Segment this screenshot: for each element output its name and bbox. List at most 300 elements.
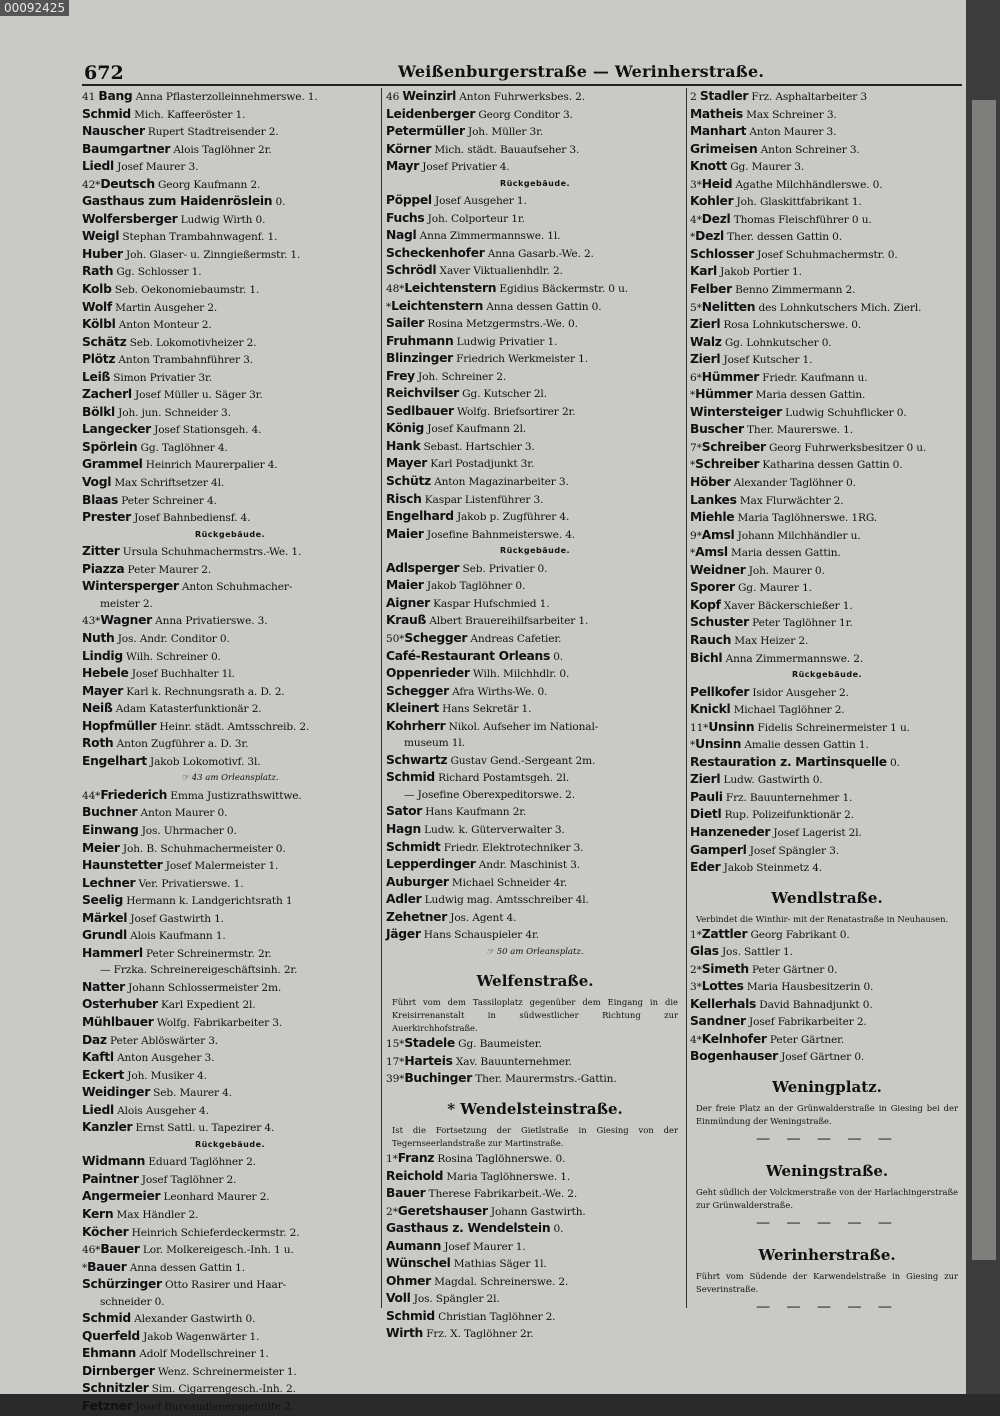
resident-details: Ludw. k. Güterverwalter 3. <box>420 823 565 836</box>
resident-details: Max Händler 2. <box>113 1209 199 1221</box>
resident-details: Anton Maurer 3. <box>746 126 837 139</box>
directory-entry <box>82 1328 378 1346</box>
directory-entry <box>82 822 378 840</box>
directory-entry <box>386 298 684 316</box>
directory-entry <box>82 1119 378 1137</box>
resident-name: Roth <box>82 736 114 751</box>
resident-name: Querfeld <box>82 1328 140 1343</box>
resident-details: Stephan Trambahnwagenf. 1. <box>119 231 278 244</box>
resident-name: Nelitten <box>701 299 756 314</box>
resident-details: Joh. Glaser- u. Zinngießermstr. 1. <box>122 248 301 261</box>
resident-details: Maria Taglöhnerswe. 1RG. <box>734 512 877 525</box>
resident-details: Josef Stationsgeh. 4. <box>150 424 262 437</box>
directory-entry <box>82 176 378 194</box>
resident-name: Prester <box>82 510 131 525</box>
resident-details: David Bahnadjunkt 0. <box>756 998 873 1011</box>
resident-name: Auburger <box>386 874 449 889</box>
column-divider <box>381 88 382 1308</box>
resident-name: Schmid <box>386 770 435 785</box>
resident-name: Dirnberger <box>82 1363 155 1378</box>
resident-details: Joh. jun. Schneider 3. <box>114 406 231 419</box>
directory-entry <box>82 193 378 211</box>
directory-entry <box>386 350 684 368</box>
directory-entry <box>82 979 378 997</box>
resident-details: Seb. Maurer 4. <box>149 1087 232 1100</box>
resident-name: Eder <box>690 860 721 875</box>
resident-name: Hebele <box>82 666 129 681</box>
resident-details: Ludwig mag. Amtsschreiber 4l. <box>421 894 589 907</box>
directory-entry <box>82 1380 378 1398</box>
resident-details: Xaver Bäckerschießer 1. <box>720 599 853 612</box>
resident-details: Josef Privatier 4. <box>419 161 510 174</box>
resident-details: Seb. Privatier 0. <box>459 562 548 575</box>
directory-entry <box>82 857 378 875</box>
resident-name: Zierl <box>690 772 721 787</box>
house-number: * <box>690 739 696 752</box>
directory-entry <box>690 943 964 961</box>
directory-entry <box>82 840 378 858</box>
directory-entry <box>82 787 378 805</box>
resident-name: Sator <box>386 804 423 819</box>
resident-details: Alexander Taglöhner 0. <box>730 477 856 490</box>
house-number: 4* <box>690 1033 702 1046</box>
directory-entry <box>690 404 964 422</box>
directory-entry <box>386 1035 684 1053</box>
resident-details: Wenz. Schreinermeister 1. <box>154 1365 297 1378</box>
resident-name: Nuth <box>82 630 115 645</box>
directory-entry <box>386 280 684 298</box>
resident-details: Andreas Cafetier. <box>467 632 562 645</box>
resident-details: Gg. Taglöhner 4. <box>137 441 228 454</box>
resident-details: Maria dessen Gattin. <box>752 389 866 402</box>
directory-entry <box>82 88 378 106</box>
directory-entry <box>690 439 964 457</box>
resident-details: Jos. Andr. Conditor 0. <box>114 632 230 645</box>
resident-details: Josef Gärtner 0. <box>777 1051 865 1064</box>
resident-details: Ludwig Schuhflicker 0. <box>781 406 907 419</box>
resident-details: Seb. Lokomotivheizer 2. <box>126 336 257 349</box>
resident-name: Hank <box>386 438 421 453</box>
directory-entry <box>82 141 378 159</box>
resident-name: Oppenrieder <box>386 666 470 681</box>
directory-entry <box>690 263 964 281</box>
resident-name: Pauli <box>690 789 723 804</box>
resident-name: Aumann <box>386 1238 442 1253</box>
resident-details: Martin Ausgeher 2. <box>111 301 218 314</box>
house-number: * <box>82 1261 88 1274</box>
resident-details: Mich. städt. Bauaufseher 3. <box>431 143 580 156</box>
directory-entry <box>690 123 964 141</box>
resident-name: Schrödl <box>386 263 437 278</box>
empty-street-marker: — — — — — <box>756 1214 898 1231</box>
resident-details: Joh. Maurer 0. <box>745 564 825 577</box>
column-left <box>82 88 378 1414</box>
street-description: Führt vom Südende der Karwendelstraße in Giesing zur Severinstraße. <box>696 1270 958 1294</box>
directory-entry <box>386 577 684 595</box>
house-number: 17* <box>386 1055 405 1068</box>
directory-entry <box>690 597 964 615</box>
directory-entry <box>386 227 684 245</box>
resident-details: Anna Gasarb.-We. 2. <box>484 247 594 260</box>
resident-details: Josef Ausgeher 1. <box>431 195 527 208</box>
directory-entry <box>386 821 684 839</box>
resident-name: Leidenberger <box>386 106 476 121</box>
resident-details: Ludwig Wirth 0. <box>177 213 266 226</box>
directory-entry <box>690 351 964 369</box>
resident-name: Kern <box>82 1207 114 1221</box>
directory-entry <box>82 804 378 822</box>
directory-entry <box>386 769 684 787</box>
resident-details: Wilh. Schreiner 0. <box>122 650 221 663</box>
directory-entry <box>82 718 378 736</box>
resident-details: Peter Schreinermstr. 2r. <box>142 947 272 960</box>
resident-details: Rosa Lohnkutscherswe. 0. <box>720 319 862 332</box>
directory-entry <box>386 192 684 210</box>
resident-name: Hanzeneder <box>690 824 771 839</box>
directory-entry <box>386 926 684 944</box>
directory-entry <box>690 701 964 719</box>
resident-name: Liedl <box>82 159 114 174</box>
resident-name: Mayer <box>82 683 124 698</box>
resident-details: Magdal. Schreinerswe. 2. <box>430 1275 569 1288</box>
directory-entry <box>690 421 964 439</box>
resident-name: Baumgartner <box>82 141 171 156</box>
directory-entry <box>386 1053 684 1071</box>
resident-name: Schuster <box>690 615 749 630</box>
resident-details: Frz. X. Taglöhner 2r. <box>422 1328 534 1341</box>
resident-details: Ludw. Gastwirth 0. <box>720 774 823 787</box>
resident-name: Körner <box>386 141 432 156</box>
resident-name: Bogenhauser <box>690 1049 778 1064</box>
resident-name: Kaftl <box>82 1050 114 1065</box>
resident-details: 0. <box>272 196 286 209</box>
resident-details: Anna dessen Gattin 1. <box>126 1261 245 1274</box>
resident-details: Hermann k. Landgerichtsrath 1 <box>122 895 293 908</box>
directory-entry <box>386 385 684 403</box>
house-number: 3* <box>690 981 702 994</box>
directory-entry <box>386 1220 684 1238</box>
resident-details: Ther. Maurerswe. 1. <box>743 424 853 437</box>
resident-details: Frz. Asphaltarbeiter 3 <box>748 91 867 103</box>
directory-entry <box>690 246 964 264</box>
resident-name: Kleinert <box>386 701 439 716</box>
directory-entry <box>386 595 684 613</box>
directory-entry <box>82 1032 378 1050</box>
directory-entry <box>690 684 964 702</box>
street-heading: Weningstraße. <box>765 1161 889 1180</box>
resident-name: Bauer <box>87 1259 127 1274</box>
resident-name: Schmidt <box>386 839 441 854</box>
scan-id-label: 00092425 <box>0 0 69 16</box>
resident-details: Maria Taglöhnerswe. 1. <box>443 1170 571 1183</box>
resident-name: Walz <box>690 334 722 349</box>
rear-building-label: Rückgebäude. <box>194 1139 266 1149</box>
directory-entry <box>82 543 378 561</box>
directory-entry <box>690 996 964 1014</box>
resident-name: Nauscher <box>82 124 145 139</box>
directory-entry <box>386 1168 684 1186</box>
resident-name: Grammel <box>82 457 143 472</box>
resident-name: Fuchs <box>386 210 425 225</box>
resident-details: Agathe Milchhändlerswe. 0. <box>732 178 883 191</box>
directory-entry <box>386 1185 684 1203</box>
directory-entry <box>690 141 964 159</box>
house-number: 46* <box>82 1244 101 1257</box>
directory-entry <box>82 474 378 492</box>
resident-name: Schreiber <box>701 439 766 454</box>
directory-entry <box>690 1031 964 1049</box>
house-number: 46 <box>386 91 403 103</box>
directory-entry <box>386 1070 684 1088</box>
street-heading: Weningplatz. <box>772 1077 882 1096</box>
resident-details: Ther. Maurermstrs.-Gattin. <box>471 1073 617 1086</box>
resident-name: Engelhard <box>386 509 454 524</box>
resident-name: Harteis <box>404 1053 453 1068</box>
resident-name: Hagn <box>386 821 421 836</box>
resident-details: Maria dessen Gattin. <box>727 547 841 560</box>
resident-details: Josef Bureaudienersgehülfe 2. <box>132 1401 294 1414</box>
resident-details: Kaspar Listenführer 3. <box>421 493 544 506</box>
directory-entry <box>386 1238 684 1256</box>
resident-details: Benno Zimmermann 2. <box>731 284 856 297</box>
directory-entry <box>690 193 964 211</box>
house-number: * <box>386 300 392 313</box>
directory-entry <box>690 736 964 754</box>
directory-entry <box>82 228 378 246</box>
resident-details: Alois Taglöhner 2r. <box>170 143 272 156</box>
resident-name: Franz <box>397 1150 435 1165</box>
resident-details: Hans Kaufmann 2r. <box>422 806 527 819</box>
resident-name: Weigl <box>82 229 120 244</box>
resident-name: Schätz <box>82 334 127 349</box>
resident-details: Josef Gastwirth 1. <box>127 912 224 925</box>
resident-name: Vogl <box>82 475 112 490</box>
resident-details: Anton Maurer 0. <box>137 807 228 820</box>
resident-details: Georg Fabrikant 0. <box>747 928 850 941</box>
resident-name: Sporer <box>690 580 735 595</box>
resident-name: Lechner <box>82 875 136 890</box>
directory-entry <box>386 262 684 280</box>
resident-name: Schegger <box>404 630 468 645</box>
resident-details: Max Flurwächter 2. <box>736 494 844 507</box>
resident-details: Ursula Schuhmachermstrs.-We. 1. <box>119 546 302 559</box>
resident-name: Dezl <box>695 229 724 244</box>
resident-details: Anton Zugführer a. D. 3r. <box>113 738 249 751</box>
house-number: 1* <box>690 928 702 941</box>
resident-details: Max Schreiner 3. <box>742 108 837 121</box>
resident-details: Lor. Molkereigesch.-Inh. 1 u. <box>139 1244 294 1257</box>
resident-name: Plötz <box>82 352 116 367</box>
rear-building-label: Rückgebäude. <box>499 178 571 188</box>
street-heading: * Wendelsteinstraße. <box>447 1099 623 1118</box>
resident-details: Friedr. Kaufmann u. <box>759 371 868 384</box>
resident-name: Adler <box>386 892 422 907</box>
resident-name: Mayr <box>386 159 420 174</box>
resident-name: Bölkl <box>82 404 115 419</box>
resident-name: Dietl <box>690 807 722 822</box>
resident-name: Mühlbauer <box>82 1014 154 1029</box>
resident-details: 0. <box>886 756 900 769</box>
resident-details: Gg. Baumeister. <box>454 1038 542 1051</box>
resident-details: Ernst Sattl. u. Tapezirer 4. <box>132 1122 275 1135</box>
resident-name: Gasthaus zum Haidenröslein <box>82 194 273 209</box>
resident-name: Seelig <box>82 893 123 908</box>
resident-name: Nagl <box>386 228 417 243</box>
resident-details: Friedrich Werkmeister 1. <box>452 353 588 366</box>
resident-details: Fidelis Schreinermeister 1 u. <box>754 721 910 734</box>
directory-entry <box>386 700 684 718</box>
resident-name: Glas <box>690 944 719 959</box>
directory-entry <box>82 1049 378 1067</box>
resident-details: Johann Milchhändler u. <box>734 529 861 542</box>
resident-name: Heid <box>701 176 733 191</box>
resident-details: Rosina Metzgermstrs.-We. 0. <box>424 318 578 331</box>
resident-name: Schlosser <box>690 246 754 261</box>
resident-details: Gg. Lohnkutscher 0. <box>721 336 832 349</box>
directory-entry <box>82 1363 378 1381</box>
directory-entry <box>386 526 684 544</box>
resident-name: Knott <box>690 159 727 174</box>
resident-details: 0. <box>550 650 564 663</box>
resident-details: Kaspar Hufschmied 1. <box>429 597 550 610</box>
resident-details: Albert Brauereihilfsarbeiter 1. <box>426 615 589 628</box>
directory-entry <box>82 404 378 422</box>
resident-name: Maier <box>386 526 424 541</box>
resident-name: Daz <box>82 1032 107 1047</box>
resident-name: Adlsperger <box>386 560 460 575</box>
resident-name: Huber <box>82 246 123 261</box>
resident-details: Johann Gastwirth. <box>487 1205 586 1218</box>
resident-name: Lepperdinger <box>386 857 476 872</box>
resident-details: Johann Schlossermeister 2m. <box>124 981 282 994</box>
resident-name: Schütz <box>386 474 431 489</box>
resident-name: Stadler <box>699 89 749 103</box>
resident-name: Geretshauser <box>397 1203 488 1218</box>
resident-details: Jakob Wagenwärter 1. <box>139 1330 260 1343</box>
directory-entry <box>386 508 684 526</box>
resident-details: Anton Trambahnführer 3. <box>115 354 253 367</box>
resident-details: Josefine Bahnmeisterswe. 4. <box>423 528 576 541</box>
resident-name: Weidner <box>690 562 746 577</box>
resident-details: Josef Kutscher 1. <box>720 354 813 367</box>
resident-name: Sandner <box>690 1014 746 1029</box>
cross-reference-note: ☞ 50 am Orleansplatz. <box>486 946 584 957</box>
resident-name: Paintner <box>82 1171 139 1186</box>
directory-entry <box>690 228 964 246</box>
resident-name: Buchner <box>82 805 138 820</box>
resident-details: Anton Fuhrwerksbes. 2. <box>456 91 585 103</box>
directory-entry <box>690 509 964 527</box>
directory-entry <box>386 473 684 491</box>
resident-name: Aigner <box>386 595 430 610</box>
resident-details: Joh. Schreiner 2. <box>414 370 507 383</box>
directory-entry <box>82 456 378 474</box>
resident-name: Zierl <box>690 317 721 332</box>
resident-details: Leonhard Maurer 2. <box>160 1191 270 1204</box>
directory-entry <box>690 88 964 106</box>
resident-details: Josef Taglöhner 2. <box>138 1173 237 1186</box>
house-number: 43* <box>82 615 101 628</box>
resident-name: Wolfersberger <box>82 211 178 226</box>
resident-name: Hümmer <box>695 387 753 402</box>
resident-details: Josef Lagerist 2l. <box>770 826 862 839</box>
resident-name: Wünschel <box>386 1256 451 1271</box>
directory-entry <box>82 316 378 334</box>
directory-entry <box>82 648 378 666</box>
directory-entry <box>82 1102 378 1120</box>
resident-name: Ehmann <box>82 1346 136 1361</box>
directory-entry <box>690 961 964 979</box>
header-rule <box>82 84 962 86</box>
directory-entry <box>386 891 684 909</box>
house-number: * <box>690 389 696 402</box>
resident-details: Joh. Musiker 4. <box>124 1069 207 1082</box>
directory-entry <box>386 648 684 666</box>
house-number: 3* <box>690 178 702 191</box>
resident-name: Sedlbauer <box>386 403 454 418</box>
resident-name: Unsinn <box>695 737 742 752</box>
house-number: 2* <box>386 1205 398 1218</box>
resident-name: Wirth <box>386 1326 423 1341</box>
directory-entry <box>82 665 378 683</box>
entry-continuation: — Frzka. Schreinereigeschäftsinh. 2r. <box>100 964 298 977</box>
resident-details: Joh. B. Schuhmachermeister 0. <box>119 842 286 855</box>
directory-entry <box>82 123 378 141</box>
directory-entry <box>690 1048 964 1066</box>
resident-details: Sebast. Hartschier 3. <box>420 440 535 453</box>
resident-details: Josef Fabrikarbeiter 2. <box>745 1016 867 1029</box>
resident-details: Isidor Ausgeher 2. <box>749 686 849 699</box>
directory-entry <box>82 910 378 928</box>
resident-details: Gg. Maurer 1. <box>734 582 812 595</box>
resident-name: Wagner <box>100 613 152 628</box>
resident-details: Peter Maurer 2. <box>124 563 212 576</box>
resident-details: Sim. Cigarrengesch.-Inh. 2. <box>148 1383 296 1396</box>
directory-entry <box>82 281 378 299</box>
resident-details: Georg Fuhrwerksbesitzer 0 u. <box>765 441 927 454</box>
directory-entry <box>386 106 684 124</box>
directory-entry <box>386 455 684 473</box>
directory-entry <box>690 926 964 944</box>
resident-name: Einwang <box>82 822 139 837</box>
resident-details: Jakob Lokomotivf. 3l. <box>146 755 261 768</box>
directory-entry <box>386 909 684 927</box>
directory-entry <box>82 700 378 718</box>
resident-details: Andr. Maschinist 3. <box>475 859 580 872</box>
directory-entry <box>82 561 378 579</box>
resident-name: Manhart <box>690 124 747 139</box>
resident-details: Max Schriftsetzer 4l. <box>111 477 225 490</box>
resident-details: Xav. Bauunternehmer. <box>452 1055 572 1068</box>
directory-entry <box>690 281 964 299</box>
directory-entry <box>386 612 684 630</box>
directory-entry <box>690 614 964 632</box>
resident-details: Therese Fabrikarbeit.-We. 2. <box>425 1188 578 1201</box>
resident-details: Jakob Portier 1. <box>716 266 802 279</box>
house-number: 1* <box>386 1152 398 1165</box>
resident-name: Dezl <box>701 211 731 226</box>
resident-name: Meier <box>82 840 120 855</box>
resident-details: Seb. Oekonomiebaumstr. 1. <box>111 284 260 297</box>
resident-name: Weinzirl <box>402 89 457 103</box>
resident-details: Georg Kaufmann 2. <box>154 178 261 191</box>
directory-entry <box>386 630 684 648</box>
resident-name: Wolf <box>82 299 112 314</box>
resident-details: Gustav Gend.-Sergeant 2m. <box>447 754 596 767</box>
resident-details: Ther. dessen Gattin 0. <box>723 231 842 244</box>
directory-entry <box>386 665 684 683</box>
column-middle <box>386 88 684 1341</box>
